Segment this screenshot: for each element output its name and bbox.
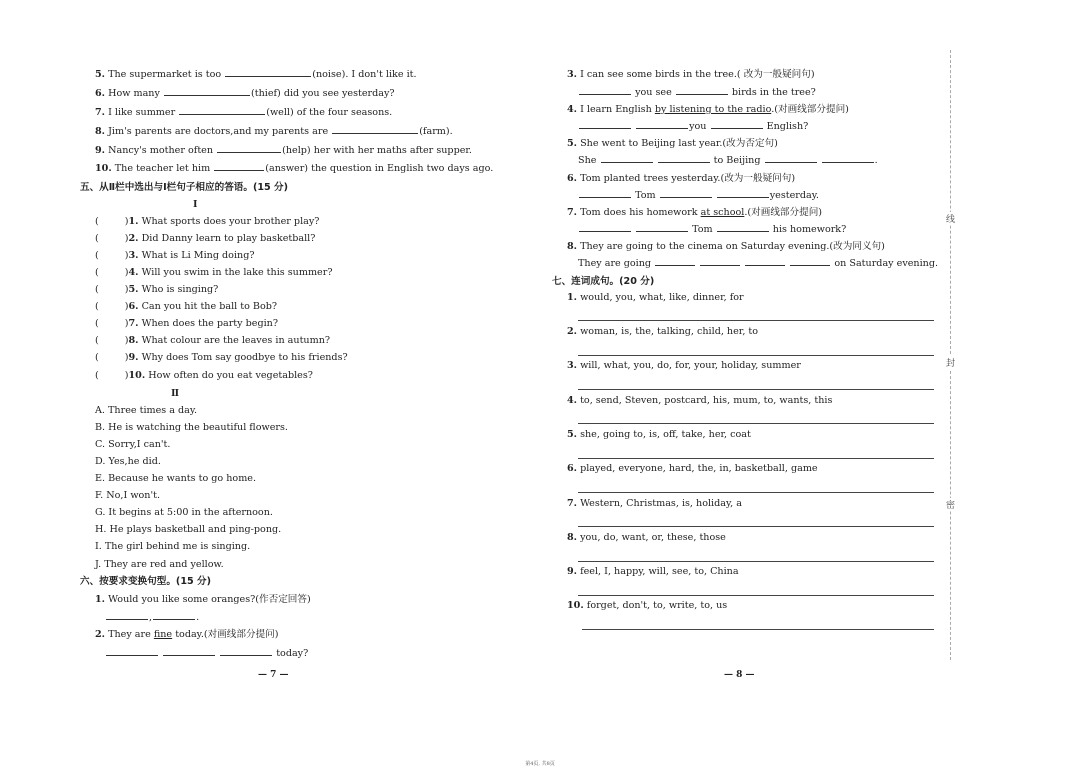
- answer-blank[interactable]: [106, 645, 158, 656]
- sentence-item: [567, 597, 727, 614]
- answer-option: A. Three times a day.: [95, 405, 198, 416]
- answer-line[interactable]: [578, 389, 934, 390]
- answer-row: [578, 118, 808, 135]
- item-text: They are going: [578, 258, 652, 269]
- exercise-item: [567, 238, 885, 255]
- sentence-item: [567, 289, 744, 306]
- item-text: How many: [108, 88, 160, 99]
- item-number: 7.: [567, 207, 578, 218]
- answer-option: I. The girl behind me is singing.: [95, 541, 251, 552]
- answer-blank[interactable]: [711, 118, 763, 129]
- word-list: to, send, Steven, postcard, his, mum, to, wants, this: [580, 395, 833, 406]
- period: .: [874, 155, 878, 166]
- item-number: 6.: [128, 301, 139, 312]
- period: .: [196, 612, 200, 623]
- binding-margin-line: [950, 50, 951, 660]
- item-number: 3.: [567, 360, 578, 371]
- match-question: [95, 230, 315, 247]
- item-text: I learn English: [580, 104, 652, 115]
- match-question: [95, 315, 278, 332]
- answer-option: F. No,I won't.: [95, 490, 161, 501]
- question-text: Can you hit the ball to Bob?: [141, 301, 278, 312]
- item-text: to Beijing: [713, 155, 761, 166]
- item-text: today.(对画线部分提问): [175, 629, 279, 640]
- item-text: (well) of the four seasons.: [266, 107, 393, 118]
- question-text: Who is singing?: [141, 284, 219, 295]
- paren-open: (: [95, 267, 99, 278]
- item-number: 5.: [128, 284, 139, 295]
- match-question: [95, 367, 313, 384]
- answer-blank[interactable]: [658, 152, 710, 163]
- item-number: 8.: [95, 126, 106, 137]
- page-footer: 第4页, 共8页: [525, 761, 555, 767]
- sentence-item: [567, 460, 818, 477]
- item-text: his homework?: [772, 224, 847, 235]
- paren-close: ): [124, 301, 129, 312]
- answer-option: B. He is watching the beautiful flowers.: [95, 422, 288, 433]
- match-question: [95, 281, 218, 298]
- question-text: Did Danny learn to play basketball?: [141, 233, 316, 244]
- answer-row: [105, 609, 199, 626]
- item-text: you see: [635, 87, 672, 98]
- answer-blank[interactable]: [214, 160, 264, 171]
- answer-blank[interactable]: [579, 187, 631, 198]
- match-question: [95, 349, 348, 366]
- paren-close: ): [124, 284, 129, 295]
- word-list: forget, don't, to, write, to, us: [586, 600, 728, 611]
- item-number: 2.: [567, 326, 578, 337]
- answer-blank[interactable]: [655, 255, 695, 266]
- item-text: (answer) the question in English two days ago.: [265, 163, 494, 174]
- underlined-text: fine: [153, 629, 173, 640]
- question-text: How often do you eat vegetables?: [148, 370, 313, 381]
- answer-blank[interactable]: [163, 645, 215, 656]
- item-number: 4.: [128, 267, 139, 278]
- answer-row: [578, 187, 819, 204]
- item-text: (farm).: [419, 126, 453, 137]
- match-question: [95, 264, 332, 281]
- exercise-item: [95, 626, 279, 643]
- paren-close: ): [124, 233, 129, 244]
- item-number: 10.: [567, 600, 584, 611]
- word-list: she, going to, is, off, take, her, coat: [580, 429, 751, 440]
- answer-line[interactable]: [578, 458, 934, 459]
- sentence-item: [567, 357, 801, 374]
- paren-open: (: [95, 233, 99, 244]
- item-number: 2.: [95, 629, 106, 640]
- item-number: 9.: [95, 145, 106, 156]
- word-list: Western, Christmas, is, holiday, a: [580, 498, 742, 509]
- item-text: Nancy's mother often: [108, 145, 214, 156]
- question-text: What is Li Ming doing?: [141, 250, 255, 261]
- item-text: .(对画线部分提问): [771, 104, 849, 115]
- page-number: — 8 —: [724, 670, 755, 680]
- answer-line[interactable]: [578, 355, 934, 356]
- answer-option: J. They are red and yellow.: [95, 559, 224, 570]
- exercise-item: [95, 66, 417, 83]
- item-number: 7.: [95, 107, 106, 118]
- item-number: 10.: [95, 163, 112, 174]
- section-title: 五、从Ⅱ栏中选出与Ⅰ栏句子相应的答语。(15 分): [80, 182, 289, 193]
- answer-line[interactable]: [582, 629, 934, 630]
- word-list: will, what, you, do, for, your, holiday, summer: [580, 360, 801, 371]
- paren-open: (: [95, 301, 99, 312]
- answer-row: [105, 645, 308, 662]
- item-text: Would you like some oranges?(作否定回答): [108, 594, 311, 605]
- item-text: I can see some birds in the tree.( 改为一般疑问句): [580, 69, 815, 80]
- section-title: 六、按要求变换句型。(15 分): [80, 576, 211, 587]
- item-text: (help) her with her maths after supper.: [282, 145, 472, 156]
- item-text: on Saturday evening.: [834, 258, 939, 269]
- binding-char: 封: [946, 356, 955, 369]
- paren-open: (: [95, 318, 99, 329]
- item-text: English?: [766, 121, 809, 132]
- exercise-item: [567, 66, 815, 83]
- item-number: 7.: [128, 318, 139, 329]
- item-number: 6.: [567, 173, 578, 184]
- item-number: 9.: [128, 352, 139, 363]
- item-number: 1.: [567, 292, 578, 303]
- exercise-item: [567, 101, 849, 118]
- answer-blank[interactable]: [660, 187, 712, 198]
- item-text: Tom: [635, 190, 656, 201]
- item-text: Jim's parents are doctors,and my parents are: [108, 126, 329, 137]
- question-text: Why does Tom say goodbye to his friends?: [141, 352, 348, 363]
- item-number: 8.: [128, 335, 139, 346]
- answer-blank[interactable]: [765, 152, 817, 163]
- exercise-item: [95, 123, 453, 140]
- answer-line[interactable]: [578, 492, 934, 493]
- answer-blank[interactable]: [790, 255, 830, 266]
- item-number: 3.: [128, 250, 139, 261]
- answer-blank[interactable]: [153, 609, 195, 620]
- item-number: 1.: [95, 594, 106, 605]
- right-page: [540, 0, 1080, 774]
- underlined-text: at school: [700, 207, 745, 218]
- answer-line[interactable]: [578, 423, 934, 424]
- exercise-item: [95, 142, 472, 159]
- word-list: feel, I, happy, will, see, to, China: [580, 566, 739, 577]
- paren-close: ): [124, 250, 129, 261]
- answer-blank[interactable]: [106, 609, 148, 620]
- paren-open: (: [95, 352, 99, 363]
- underlined-text: by listening to the radio: [654, 104, 772, 115]
- item-number: 6.: [95, 88, 106, 99]
- item-number: 10.: [128, 370, 146, 381]
- word-list: you, do, want, or, these, those: [580, 532, 726, 543]
- answer-blank[interactable]: [745, 255, 785, 266]
- item-number: 4.: [567, 395, 578, 406]
- item-text: yesterday.: [769, 190, 819, 201]
- answer-blank[interactable]: [717, 187, 769, 198]
- item-text: birds in the tree?: [731, 87, 816, 98]
- answer-blank[interactable]: [579, 118, 631, 129]
- paren-open: (: [95, 250, 99, 261]
- item-text: Tom planted trees yesterday.(改为一般疑问句): [580, 173, 796, 184]
- answer-blank[interactable]: [225, 66, 311, 77]
- match-question: [95, 332, 330, 349]
- word-list: played, everyone, hard, the, in, basketball, game: [580, 463, 818, 474]
- binding-char: 密: [946, 498, 955, 511]
- paren-open: (: [95, 284, 99, 295]
- column-label: Ⅰ: [193, 199, 198, 210]
- column-label: Ⅱ: [171, 388, 180, 399]
- answer-option: C. Sorry,I can't.: [95, 439, 171, 450]
- item-text: (thief) did you see yesterday?: [250, 88, 395, 99]
- question-text: What colour are the leaves in autumn?: [141, 335, 331, 346]
- match-question: [95, 298, 277, 315]
- item-text: I like summer: [108, 107, 176, 118]
- answer-blank[interactable]: [179, 104, 265, 115]
- exercise-item: [95, 591, 311, 608]
- answer-blank[interactable]: [822, 152, 874, 163]
- paren-close: ): [124, 352, 129, 363]
- item-number: 5.: [95, 69, 106, 80]
- answer-row: [578, 221, 846, 238]
- paren-open: (: [95, 370, 99, 381]
- match-question: [95, 247, 254, 264]
- exercise-item: [567, 170, 795, 187]
- item-number: 5.: [567, 429, 578, 440]
- item-text: She went to Beijing last year.(改为否定句): [580, 138, 778, 149]
- answer-option: H. He plays basketball and ping-pong.: [95, 524, 282, 535]
- paren-close: ): [124, 267, 129, 278]
- exercise-item: [95, 160, 493, 177]
- match-question: [95, 213, 319, 230]
- sentence-item: [567, 426, 751, 443]
- paren-close: ): [124, 318, 129, 329]
- answer-line[interactable]: [578, 526, 934, 527]
- exercise-item: [95, 104, 392, 121]
- paren-close: ): [124, 216, 129, 227]
- item-number: 4.: [567, 104, 578, 115]
- item-text: The teacher let him: [114, 163, 211, 174]
- answer-row: [578, 84, 816, 101]
- item-text: She: [578, 155, 597, 166]
- paren-close: ): [124, 335, 129, 346]
- answer-row: [578, 152, 878, 169]
- item-text: today?: [276, 648, 309, 659]
- paren-open: (: [95, 216, 99, 227]
- item-number: 6.: [567, 463, 578, 474]
- comma: ,: [149, 612, 153, 623]
- answer-line[interactable]: [578, 561, 934, 562]
- word-list: would, you, what, like, dinner, for: [580, 292, 744, 303]
- item-text: Tom does his homework: [580, 207, 698, 218]
- item-number: 9.: [567, 566, 578, 577]
- answer-blank[interactable]: [220, 645, 272, 656]
- answer-row: [578, 255, 938, 272]
- answer-blank[interactable]: [676, 84, 728, 95]
- answer-blank[interactable]: [217, 142, 281, 153]
- answer-blank[interactable]: [332, 123, 418, 134]
- item-number: 5.: [567, 138, 578, 149]
- section-title: 七、连词成句。(20 分): [552, 276, 655, 287]
- binding-char: 线: [946, 212, 955, 225]
- answer-option: E. Because he wants to go home.: [95, 473, 257, 484]
- exercise-item: [95, 85, 395, 102]
- sentence-item: [567, 563, 739, 580]
- item-number: 1.: [128, 216, 139, 227]
- paren-open: (: [95, 335, 99, 346]
- item-text: Tom: [692, 224, 713, 235]
- paren-close: ): [124, 370, 129, 381]
- item-text: (noise). I don't like it.: [312, 69, 417, 80]
- item-text: you: [689, 121, 707, 132]
- item-number: 8.: [567, 241, 578, 252]
- item-number: 7.: [567, 498, 578, 509]
- sentence-item: [567, 529, 726, 546]
- item-text: The supermarket is too: [108, 69, 222, 80]
- answer-option: G. It begins at 5:00 in the afternoon.: [95, 507, 273, 518]
- answer-blank[interactable]: [717, 221, 769, 232]
- answer-option: D. Yes,he did.: [95, 456, 161, 467]
- answer-line[interactable]: [578, 320, 934, 321]
- item-text: They are going to the cinema on Saturday evening.(改为同义句): [580, 241, 885, 252]
- item-text: They are: [108, 629, 151, 640]
- answer-blank[interactable]: [601, 152, 653, 163]
- item-text: .(对画线部分提问): [744, 207, 823, 218]
- page-number: — 7 —: [258, 670, 289, 680]
- answer-blank[interactable]: [164, 85, 250, 96]
- answer-blank[interactable]: [579, 84, 631, 95]
- sentence-item: [567, 323, 758, 340]
- word-list: woman, is, the, talking, child, her, to: [580, 326, 759, 337]
- exercise-item: [567, 204, 822, 221]
- item-number: 8.: [567, 532, 578, 543]
- answer-blank[interactable]: [636, 221, 688, 232]
- answer-blank[interactable]: [579, 221, 631, 232]
- exercise-item: [567, 135, 778, 152]
- item-number: 3.: [567, 69, 578, 80]
- sentence-item: [567, 392, 832, 409]
- item-number: 2.: [128, 233, 139, 244]
- question-text: Will you swim in the lake this summer?: [141, 267, 333, 278]
- question-text: What sports does your brother play?: [141, 216, 320, 227]
- question-text: When does the party begin?: [141, 318, 278, 329]
- answer-line[interactable]: [578, 595, 934, 596]
- answer-blank[interactable]: [700, 255, 740, 266]
- sentence-item: [567, 495, 742, 512]
- answer-blank[interactable]: [636, 118, 688, 129]
